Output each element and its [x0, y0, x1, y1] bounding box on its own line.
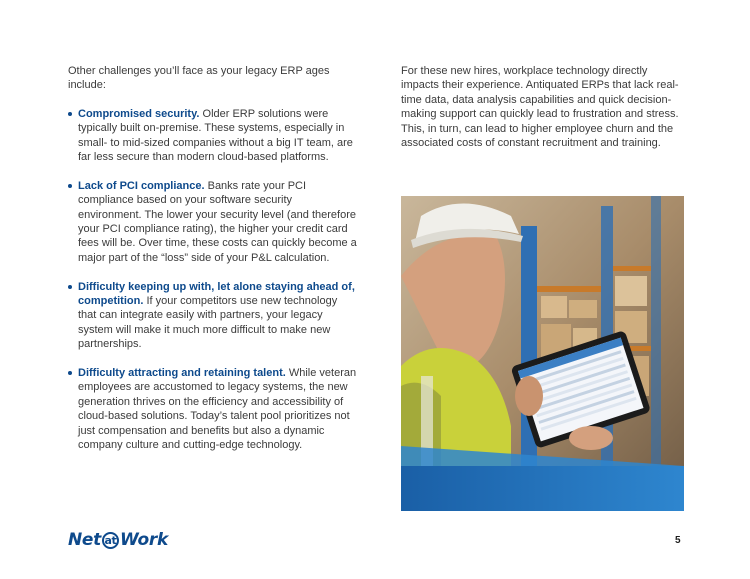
bullet-lead: Difficulty attracting and retaining talent. [78, 367, 286, 380]
page-number: 5 [675, 535, 681, 546]
logo-text-work: Work [119, 530, 168, 550]
netatwork-logo [68, 530, 168, 550]
warehouse-worker-with-tablet-photo [401, 196, 684, 511]
right-column [401, 64, 683, 150]
right-paragraph: For these new hires, workplace technology directly impacts their experience. Antiquated ERPs that lack real-time data, data analysis capabilities and quick decision-making support can quickly lead to frustration and stress. This, in turn, can lead to higher employee churn and the associated costs of constant recruitment and training. [401, 65, 679, 150]
bullet-text: Banks rate your PCI compliance based on your software security environment. The lower your security level (and therefore your PCI compliance rating), the higher your credit card fees will be. Over time, these costs can quickly become a major part of the “loss” side of your P&L calculation. [78, 179, 357, 264]
challenges-list [68, 107, 358, 453]
intro-paragraph: Other challenges you’ll face as your legacy ERP ages include: [68, 65, 330, 92]
bullet-text: Older ERP solutions were typically built on-premise. These systems, especially in small- to mid-sized companies without a big IT team, are far less secure than modern cloud-based platforms. [78, 107, 353, 164]
bullet-text: If your competitors use new technology that can integrate easily with partners, your legacy system will make it much more difficult to make new partnerships. [78, 295, 338, 351]
bullet-lead: Difficulty keeping up with, let alone staying ahead of, competition. [78, 280, 355, 308]
list-item [68, 179, 358, 265]
list-item [68, 107, 358, 165]
left-column [68, 64, 358, 467]
bullet-lead: Compromised security. [78, 107, 200, 120]
list-item [68, 366, 358, 452]
logo-text-net: Net [68, 530, 101, 550]
bullet-text: While veteran employees are accustomed to legacy systems, the new generation thrives on the efficiency and accessibility of cloud-based solutions. Today’s talent pool prioritizes not just compensation and benefits but also a dynamic company culture and cutting-edge technology. [78, 367, 357, 452]
list-item [68, 280, 358, 352]
bullet-lead: Lack of PCI compliance. [78, 179, 205, 192]
logo-at-icon: at [102, 532, 119, 549]
